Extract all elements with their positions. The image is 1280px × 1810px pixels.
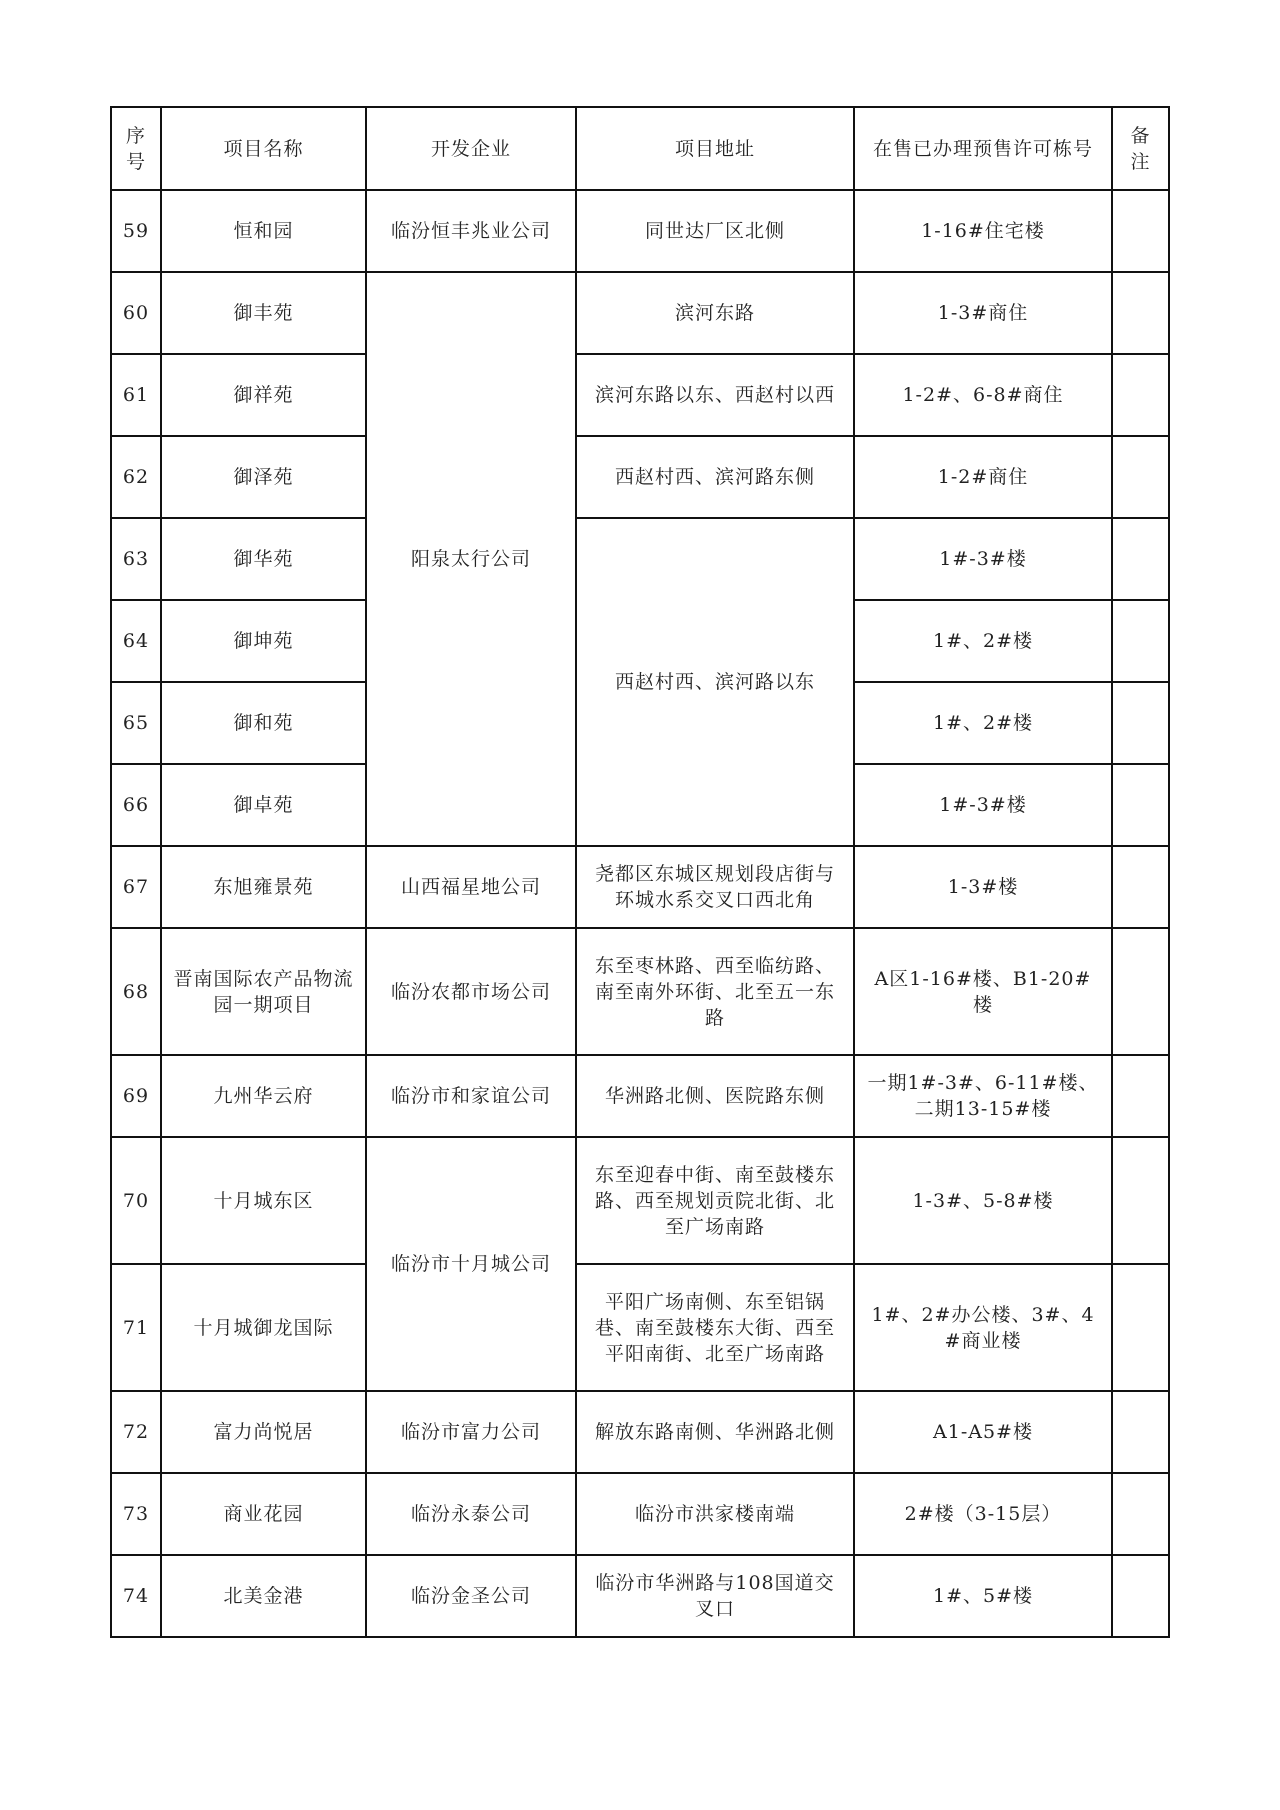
row-no: 67 bbox=[111, 846, 161, 928]
project-name: 晋南国际农产品物流园一期项目 bbox=[161, 928, 366, 1055]
header-project-name: 项目名称 bbox=[161, 107, 366, 190]
project-name: 御丰苑 bbox=[161, 272, 366, 354]
table-row bbox=[111, 1555, 1169, 1637]
table-row bbox=[111, 518, 1169, 600]
buildings: 2#楼（3-15层） bbox=[854, 1473, 1112, 1555]
row-no: 70 bbox=[111, 1137, 161, 1264]
row-no: 69 bbox=[111, 1055, 161, 1137]
project-name: 北美金港 bbox=[161, 1555, 366, 1637]
address: 东至迎春中街、南至鼓楼东路、西至规划贡院北街、北至广场南路 bbox=[576, 1137, 854, 1264]
buildings: 1-2#商住 bbox=[854, 436, 1112, 518]
project-name: 东旭雍景苑 bbox=[161, 846, 366, 928]
address: 西赵村西、滨河路东侧 bbox=[576, 436, 854, 518]
buildings: 1#、5#楼 bbox=[854, 1555, 1112, 1637]
remark bbox=[1112, 764, 1169, 846]
address: 华洲路北侧、医院路东侧 bbox=[576, 1055, 854, 1137]
project-name: 富力尚悦居 bbox=[161, 1391, 366, 1473]
table-row bbox=[111, 190, 1169, 272]
project-name: 御泽苑 bbox=[161, 436, 366, 518]
project-name: 御华苑 bbox=[161, 518, 366, 600]
header-developer: 开发企业 bbox=[366, 107, 576, 190]
buildings: 1#、2#楼 bbox=[854, 600, 1112, 682]
project-name: 十月城东区 bbox=[161, 1137, 366, 1264]
developer: 阳泉太行公司 bbox=[366, 272, 576, 846]
buildings: 1-3#楼 bbox=[854, 846, 1112, 928]
remark bbox=[1112, 272, 1169, 354]
table-row bbox=[111, 1055, 1169, 1137]
row-no: 74 bbox=[111, 1555, 161, 1637]
remark bbox=[1112, 190, 1169, 272]
header-buildings: 在售已办理预售许可栋号 bbox=[854, 107, 1112, 190]
remark bbox=[1112, 1555, 1169, 1637]
project-name: 九州华云府 bbox=[161, 1055, 366, 1137]
remark bbox=[1112, 1391, 1169, 1473]
project-name: 商业花园 bbox=[161, 1473, 366, 1555]
buildings: 一期1#-3#、6-11#楼、二期13-15#楼 bbox=[854, 1055, 1112, 1137]
buildings: 1#-3#楼 bbox=[854, 764, 1112, 846]
row-no: 71 bbox=[111, 1264, 161, 1391]
buildings: 1#、2#办公楼、3#、4#商业楼 bbox=[854, 1264, 1112, 1391]
row-no: 73 bbox=[111, 1473, 161, 1555]
remark bbox=[1112, 846, 1169, 928]
developer: 临汾金圣公司 bbox=[366, 1555, 576, 1637]
table-row bbox=[111, 354, 1169, 436]
project-name: 御坤苑 bbox=[161, 600, 366, 682]
remark bbox=[1112, 600, 1169, 682]
row-no: 68 bbox=[111, 928, 161, 1055]
address: 平阳广场南侧、东至铝锅巷、南至鼓楼东大街、西至平阳南街、北至广场南路 bbox=[576, 1264, 854, 1391]
remark bbox=[1112, 1473, 1169, 1555]
developer: 山西福星地公司 bbox=[366, 846, 576, 928]
header-row bbox=[111, 107, 1169, 190]
address: 尧都区东城区规划段店街与环城水系交叉口西北角 bbox=[576, 846, 854, 928]
address: 同世达厂区北侧 bbox=[576, 190, 854, 272]
row-no: 61 bbox=[111, 354, 161, 436]
buildings: 1#、2#楼 bbox=[854, 682, 1112, 764]
header-remark: 备注 bbox=[1112, 107, 1169, 190]
table-row bbox=[111, 846, 1169, 928]
table-row bbox=[111, 1264, 1169, 1391]
buildings: A1-A5#楼 bbox=[854, 1391, 1112, 1473]
table-row bbox=[111, 1473, 1169, 1555]
row-no: 65 bbox=[111, 682, 161, 764]
address: 临汾市华洲路与108国道交叉口 bbox=[576, 1555, 854, 1637]
remark bbox=[1112, 682, 1169, 764]
developer: 临汾市富力公司 bbox=[366, 1391, 576, 1473]
row-no: 72 bbox=[111, 1391, 161, 1473]
buildings: 1-2#、6-8#商住 bbox=[854, 354, 1112, 436]
developer: 临汾市十月城公司 bbox=[366, 1137, 576, 1391]
address: 滨河东路 bbox=[576, 272, 854, 354]
address: 西赵村西、滨河路以东 bbox=[576, 518, 854, 846]
remark bbox=[1112, 928, 1169, 1055]
developer: 临汾农都市场公司 bbox=[366, 928, 576, 1055]
remark bbox=[1112, 1137, 1169, 1264]
table-row bbox=[111, 272, 1169, 354]
project-name: 御卓苑 bbox=[161, 764, 366, 846]
header-no: 序号 bbox=[111, 107, 161, 190]
remark bbox=[1112, 1055, 1169, 1137]
address: 解放东路南侧、华洲路北侧 bbox=[576, 1391, 854, 1473]
row-no: 62 bbox=[111, 436, 161, 518]
row-no: 60 bbox=[111, 272, 161, 354]
table-row bbox=[111, 1391, 1169, 1473]
project-name: 恒和园 bbox=[161, 190, 366, 272]
remark bbox=[1112, 354, 1169, 436]
buildings: A区1-16#楼、B1-20#楼 bbox=[854, 928, 1112, 1055]
remark bbox=[1112, 518, 1169, 600]
table-row bbox=[111, 436, 1169, 518]
buildings: 1-3#、5-8#楼 bbox=[854, 1137, 1112, 1264]
project-name: 十月城御龙国际 bbox=[161, 1264, 366, 1391]
presale-permit-table bbox=[110, 106, 1170, 1638]
row-no: 66 bbox=[111, 764, 161, 846]
address: 临汾市洪家楼南端 bbox=[576, 1473, 854, 1555]
address: 滨河东路以东、西赵村以西 bbox=[576, 354, 854, 436]
buildings: 1#-3#楼 bbox=[854, 518, 1112, 600]
developer: 临汾恒丰兆业公司 bbox=[366, 190, 576, 272]
buildings: 1-3#商住 bbox=[854, 272, 1112, 354]
project-name: 御祥苑 bbox=[161, 354, 366, 436]
header-address: 项目地址 bbox=[576, 107, 854, 190]
developer: 临汾市和家谊公司 bbox=[366, 1055, 576, 1137]
row-no: 63 bbox=[111, 518, 161, 600]
row-no: 64 bbox=[111, 600, 161, 682]
buildings: 1-16#住宅楼 bbox=[854, 190, 1112, 272]
table-row bbox=[111, 1137, 1169, 1264]
project-name: 御和苑 bbox=[161, 682, 366, 764]
table-row bbox=[111, 928, 1169, 1055]
row-no: 59 bbox=[111, 190, 161, 272]
developer: 临汾永泰公司 bbox=[366, 1473, 576, 1555]
remark bbox=[1112, 1264, 1169, 1391]
remark bbox=[1112, 436, 1169, 518]
address: 东至枣林路、西至临纺路、南至南外环街、北至五一东路 bbox=[576, 928, 854, 1055]
